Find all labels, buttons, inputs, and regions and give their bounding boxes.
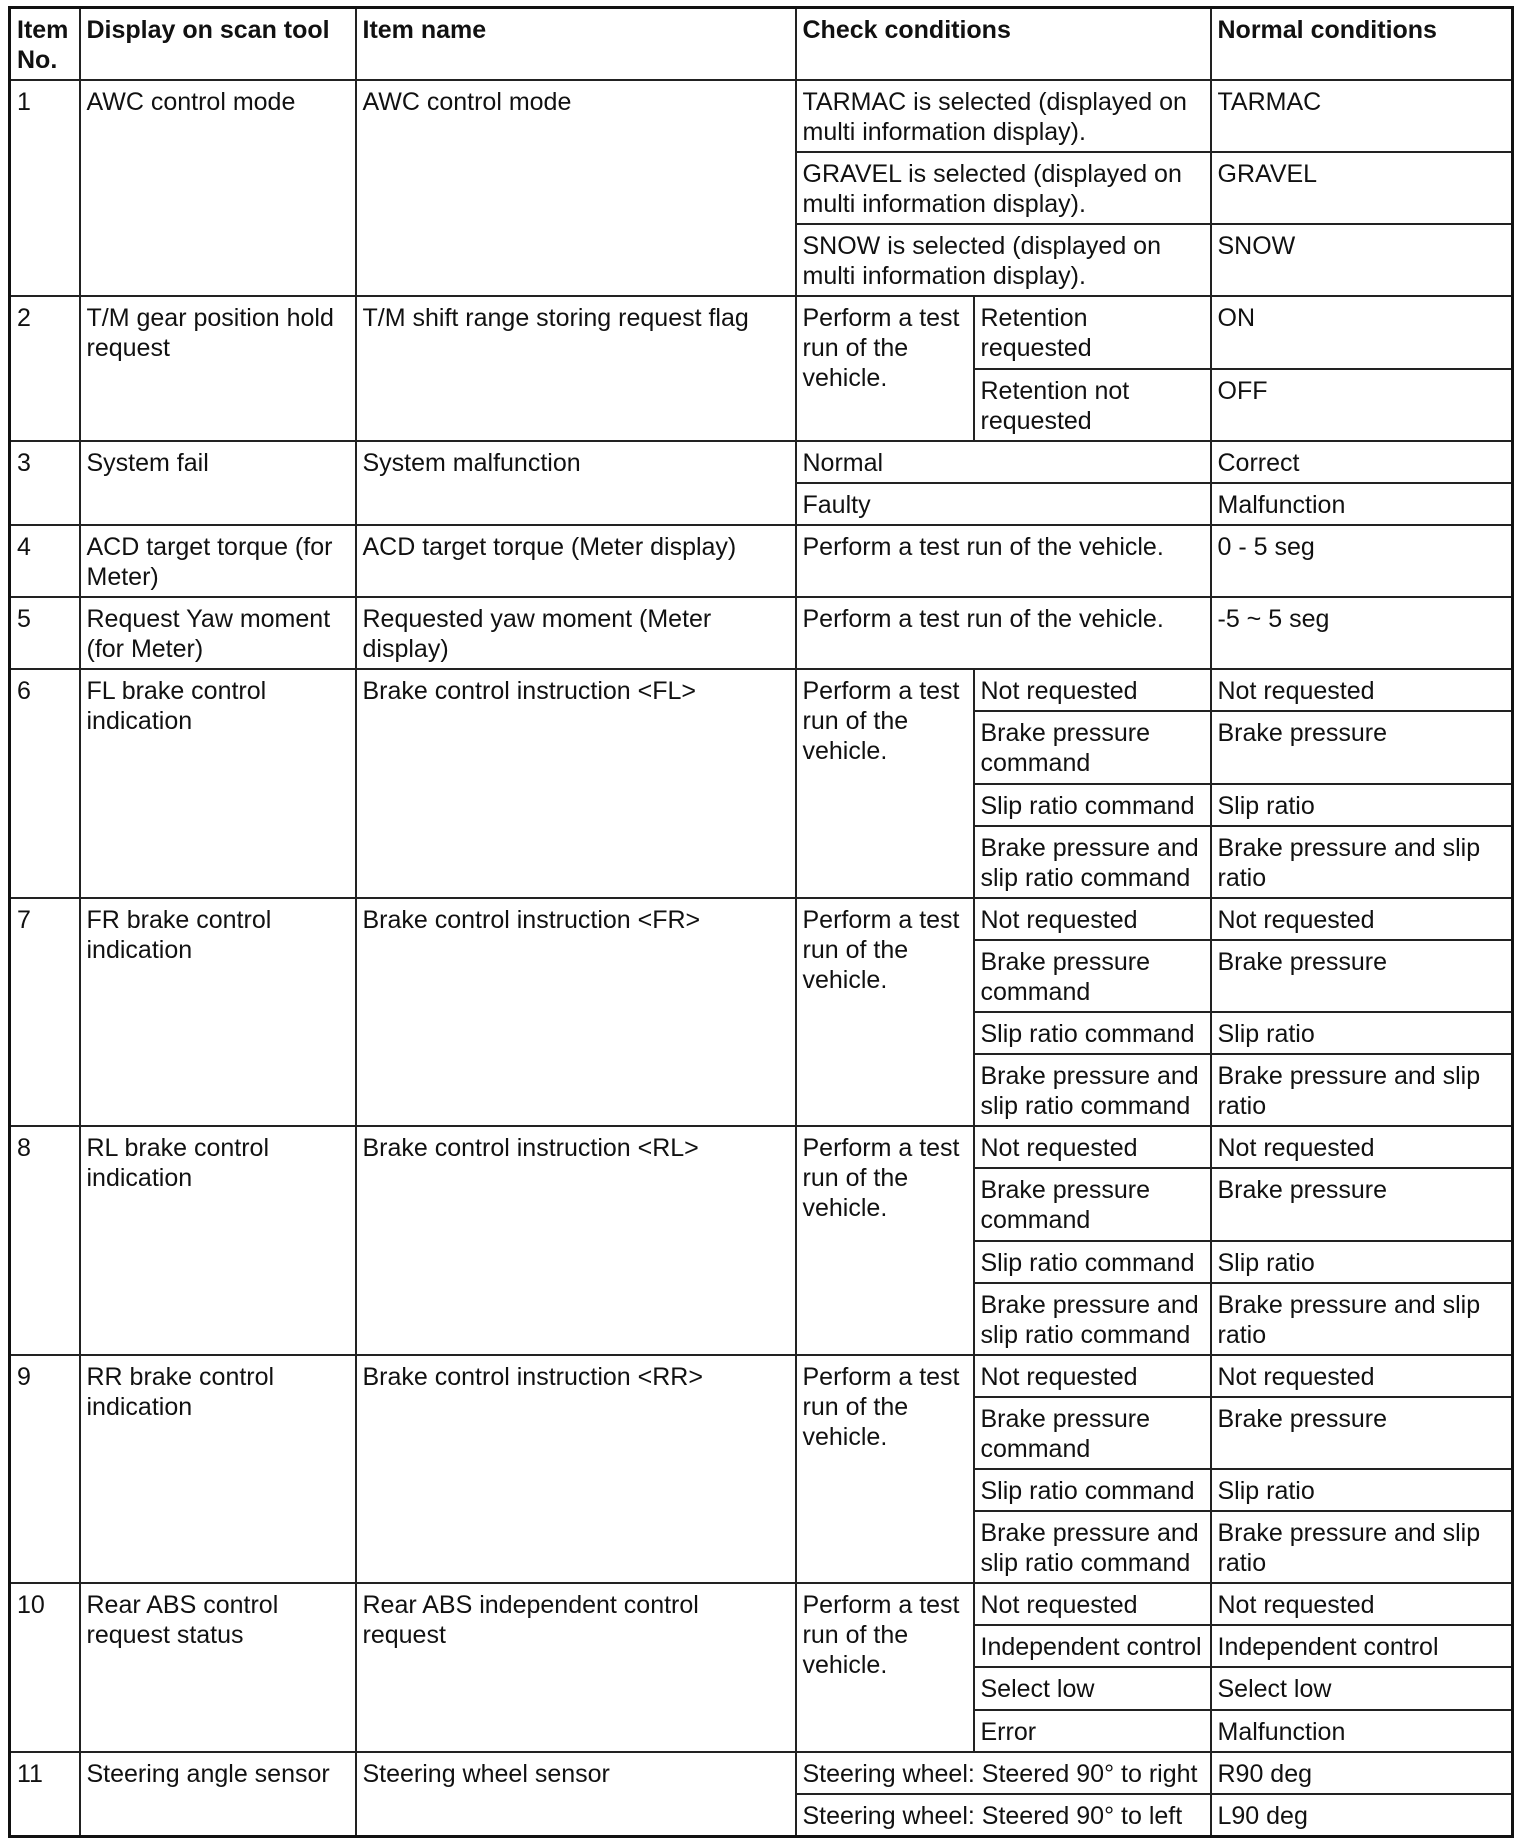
header-item-name: Item name	[356, 8, 796, 81]
table-row	[10, 296, 1513, 368]
item-no: 2	[10, 296, 80, 440]
check-sub-cell: Retention not requested	[974, 369, 1211, 441]
display-cell: Rear ABS control request status	[80, 1583, 356, 1751]
header-normal-conditions: Normal conditions	[1211, 8, 1513, 81]
check-sub-cell: Not requested	[974, 669, 1211, 711]
check-sub-cell: Not requested	[974, 1583, 1211, 1625]
check-sub-cell: Brake pressure command	[974, 1397, 1211, 1469]
check-cell: Perform a test run of the vehicle.	[796, 597, 1211, 669]
item-name-cell: AWC control mode	[356, 80, 796, 296]
header-item-no: Item No.	[10, 8, 80, 81]
normal-cell: Brake pressure and slip ratio	[1211, 826, 1513, 898]
check-main-cell: Perform a test run of the vehicle.	[796, 669, 974, 898]
check-cell: SNOW is selected (displayed on multi information display).	[796, 224, 1211, 296]
normal-cell: Malfunction	[1211, 483, 1513, 525]
scan-tool-data-table	[8, 6, 1514, 1838]
check-sub-cell: Not requested	[974, 1126, 1211, 1168]
item-no: 9	[10, 1355, 80, 1584]
check-sub-cell: Brake pressure and slip ratio command	[974, 1054, 1211, 1126]
normal-cell: 0 - 5 seg	[1211, 525, 1513, 597]
table-row	[10, 1752, 1513, 1794]
normal-cell: Not requested	[1211, 1355, 1513, 1397]
table-row	[10, 1126, 1513, 1168]
item-no: 8	[10, 1126, 80, 1355]
check-sub-cell: Brake pressure command	[974, 711, 1211, 783]
item-no: 11	[10, 1752, 80, 1837]
display-cell: Steering angle sensor	[80, 1752, 356, 1837]
normal-cell: Slip ratio	[1211, 1241, 1513, 1283]
item-name-cell: System malfunction	[356, 441, 796, 525]
check-sub-cell: Error	[974, 1710, 1211, 1752]
normal-cell: Not requested	[1211, 1583, 1513, 1625]
check-sub-cell: Independent control	[974, 1625, 1211, 1667]
normal-cell: Select low	[1211, 1667, 1513, 1709]
normal-cell: Brake pressure and slip ratio	[1211, 1283, 1513, 1355]
check-sub-cell: Slip ratio command	[974, 1241, 1211, 1283]
item-name-cell: ACD target torque (Meter display)	[356, 525, 796, 597]
header-check-conditions: Check conditions	[796, 8, 1211, 81]
normal-cell: Slip ratio	[1211, 1469, 1513, 1511]
table-row	[10, 441, 1513, 483]
table-row	[10, 597, 1513, 669]
normal-cell: GRAVEL	[1211, 152, 1513, 224]
item-no: 1	[10, 80, 80, 296]
check-sub-cell: Brake pressure and slip ratio command	[974, 1511, 1211, 1583]
normal-cell: Correct	[1211, 441, 1513, 483]
check-main-cell: Perform a test run of the vehicle.	[796, 296, 974, 440]
item-no: 5	[10, 597, 80, 669]
item-name-cell: Requested yaw moment (Meter display)	[356, 597, 796, 669]
check-sub-cell: Slip ratio command	[974, 784, 1211, 826]
display-cell: FR brake control indication	[80, 898, 356, 1127]
normal-cell: ON	[1211, 296, 1513, 368]
item-no: 10	[10, 1583, 80, 1751]
item-name-cell: T/M shift range storing request flag	[356, 296, 796, 440]
display-cell: RL brake control indication	[80, 1126, 356, 1355]
normal-cell: Brake pressure and slip ratio	[1211, 1054, 1513, 1126]
header-display: Display on scan tool	[80, 8, 356, 81]
item-name-cell: Brake control instruction <FL>	[356, 669, 796, 898]
check-sub-cell: Slip ratio command	[974, 1469, 1211, 1511]
display-cell: Request Yaw moment (for Meter)	[80, 597, 356, 669]
item-no: 3	[10, 441, 80, 525]
normal-cell: OFF	[1211, 369, 1513, 441]
normal-cell: Independent control	[1211, 1625, 1513, 1667]
check-cell: Steering wheel: Steered 90° to left	[796, 1794, 1211, 1837]
display-cell: ACD target torque (for Meter)	[80, 525, 356, 597]
check-sub-cell: Slip ratio command	[974, 1012, 1211, 1054]
check-cell: Normal	[796, 441, 1211, 483]
check-main-cell: Perform a test run of the vehicle.	[796, 1126, 974, 1355]
check-cell: GRAVEL is selected (displayed on multi information display).	[796, 152, 1211, 224]
table-row	[10, 1583, 1513, 1625]
check-sub-cell: Not requested	[974, 1355, 1211, 1397]
table-row	[10, 525, 1513, 597]
item-name-cell: Brake control instruction <FR>	[356, 898, 796, 1127]
display-cell: AWC control mode	[80, 80, 356, 296]
check-cell: TARMAC is selected (displayed on multi information display).	[796, 80, 1211, 152]
item-name-cell: Steering wheel sensor	[356, 1752, 796, 1837]
normal-cell: Not requested	[1211, 898, 1513, 940]
check-main-cell: Perform a test run of the vehicle.	[796, 898, 974, 1127]
check-sub-cell: Brake pressure command	[974, 1168, 1211, 1240]
item-no: 7	[10, 898, 80, 1127]
check-sub-cell: Not requested	[974, 898, 1211, 940]
normal-cell: Brake pressure	[1211, 940, 1513, 1012]
normal-cell: R90 deg	[1211, 1752, 1513, 1794]
check-main-cell: Perform a test run of the vehicle.	[796, 1355, 974, 1584]
normal-cell: TARMAC	[1211, 80, 1513, 152]
normal-cell: Not requested	[1211, 1126, 1513, 1168]
normal-cell: Brake pressure	[1211, 1168, 1513, 1240]
check-cell: Faulty	[796, 483, 1211, 525]
display-cell: RR brake control indication	[80, 1355, 356, 1584]
item-name-cell: Brake control instruction <RR>	[356, 1355, 796, 1584]
display-cell: T/M gear position hold request	[80, 296, 356, 440]
display-cell: FL brake control indication	[80, 669, 356, 898]
normal-cell: Brake pressure	[1211, 711, 1513, 783]
table-row	[10, 80, 1513, 152]
check-sub-cell: Retention requested	[974, 296, 1211, 368]
normal-cell: Slip ratio	[1211, 1012, 1513, 1054]
item-no: 6	[10, 669, 80, 898]
normal-cell: -5 ~ 5 seg	[1211, 597, 1513, 669]
check-main-cell: Perform a test run of the vehicle.	[796, 1583, 974, 1751]
check-cell: Steering wheel: Steered 90° to right	[796, 1752, 1211, 1794]
table-row	[10, 1355, 1513, 1397]
normal-cell: Brake pressure	[1211, 1397, 1513, 1469]
item-no: 4	[10, 525, 80, 597]
item-name-cell: Brake control instruction <RL>	[356, 1126, 796, 1355]
item-name-cell: Rear ABS independent control request	[356, 1583, 796, 1751]
display-cell: System fail	[80, 441, 356, 525]
check-sub-cell: Select low	[974, 1667, 1211, 1709]
normal-cell: Malfunction	[1211, 1710, 1513, 1752]
table-row	[10, 669, 1513, 711]
normal-cell: Slip ratio	[1211, 784, 1513, 826]
normal-cell: SNOW	[1211, 224, 1513, 296]
normal-cell: L90 deg	[1211, 1794, 1513, 1837]
normal-cell: Not requested	[1211, 669, 1513, 711]
normal-cell: Brake pressure and slip ratio	[1211, 1511, 1513, 1583]
check-cell: Perform a test run of the vehicle.	[796, 525, 1211, 597]
check-sub-cell: Brake pressure and slip ratio command	[974, 1283, 1211, 1355]
check-sub-cell: Brake pressure and slip ratio command	[974, 826, 1211, 898]
check-sub-cell: Brake pressure command	[974, 940, 1211, 1012]
table-row	[10, 898, 1513, 940]
